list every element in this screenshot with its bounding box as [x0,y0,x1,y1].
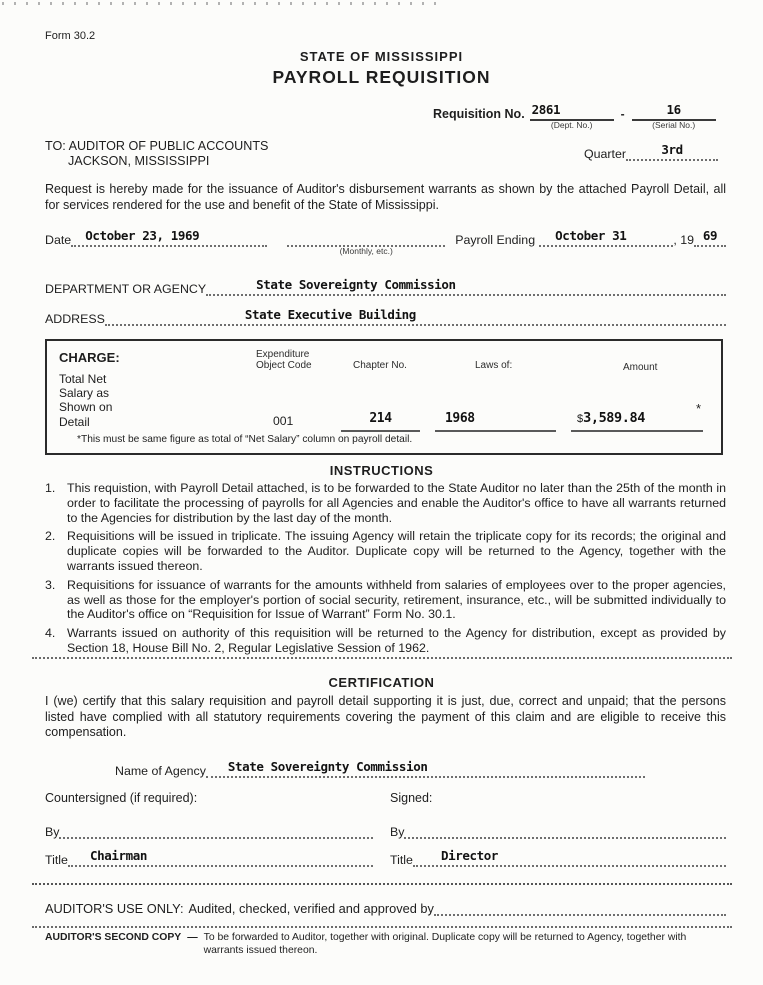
date-row [45,228,726,256]
charge-col-expenditure-line1: Expenditure [256,349,310,360]
charge-row-label-line4: Detail [59,414,90,429]
laws-of-field [435,409,556,432]
instruction-item-4 [45,626,726,656]
laws-of-value: 1968 [445,411,475,426]
instruction-number-1: 1. [45,481,56,495]
charge-box [45,339,723,455]
date-value: October 23, 1969 [85,228,200,243]
address-row [45,307,726,326]
charge-row-label-line1: Total Net [59,372,107,386]
page-title: PAYROLL REQUISITION [272,67,491,87]
instruction-number-3: 3. [45,577,56,592]
quarter-value: 3rd [661,142,683,157]
instruction-text-3: Requisitions for issuance of warrants for the amounts withheld from salaries of employees over to the proper agencies, as well as those for the employer's portion of social security, retirement, insurance, etc., will be submitted individually to the Auditor's office on “Requisition for Issue of Warrant” Form No. 30.1. [67,577,726,622]
quarter-field [626,141,718,161]
year-prefix: , 19 [673,233,694,247]
requisition-dept-no-value: 2861 [531,102,561,117]
date-field [71,227,267,247]
auditor-use-row [45,898,726,916]
quarter-row [584,143,718,161]
chapter-no-value: 214 [369,411,392,426]
monthly-field [287,227,445,256]
addressee-block [45,139,268,169]
charge-row-label-line2: Salary as [59,386,110,401]
department-value: State Sovereignty Commission [256,277,456,292]
year-value: 69 [702,228,718,243]
department-row [45,277,726,296]
instruction-number-4: 4. [45,626,56,641]
charge-col-expenditure-line2: Object Code [256,360,312,371]
countersigned-by-field [59,837,373,839]
footer-dash: — [187,932,198,943]
auditor-use-label: AUDITOR'S USE ONLY: [45,901,184,916]
signed-title-row [390,849,726,867]
amount-field [571,409,703,432]
requisition-number-dash: - [620,107,625,121]
countersigned-title-value: Chairman [89,848,147,863]
charge-col-laws: Laws of: [475,360,513,371]
scan-tick-marks [2,2,444,5]
address-label: ADDRESS [45,312,105,326]
charge-col-amount: Amount [623,362,658,373]
instructions-list [45,481,726,660]
signed-label: Signed: [390,791,433,805]
department-field [206,276,726,296]
chapter-no-field [341,409,420,432]
instruction-text-2: Requisitions will be issued in triplicate. The issuing Agency will retain the triplicate copy for its records; the original and duplicate copies will be forwarded to the Auditor. Duplicate copy will be returned to the Agency, together with the warrants issued thereon. [67,529,726,573]
auditor-use-text: Audited, checked, verified and approved by [188,901,434,916]
amount-value: 3,589.84 [583,410,645,426]
date-label: Date [45,233,72,247]
separator-line-1 [32,657,732,659]
charge-col-chapter: Chapter No. [353,360,407,371]
countersigned-title-label: Title [45,853,68,867]
signed-title-field [413,847,726,867]
footer-text: To be forwarded to Auditor, together with original. Duplicate copy will be returned to Agency, together with warrants issued thereon. [203,932,687,956]
dept-no-caption: (Dept. No.) [550,120,593,130]
requisition-number-label: Requisition No. [433,107,525,121]
signed-title-label: Title [390,853,413,867]
certification-heading: CERTIFICATION [328,675,435,690]
signed-title-value: Director [440,848,498,863]
requisition-serial-no-value: 16 [666,102,681,117]
addressee-line2: JACKSON, MISSISSIPPI [68,154,210,168]
auditor-approved-by-field [434,914,726,916]
state-title: STATE OF MISSISSIPPI [299,49,464,64]
agency-name-label: Name of Agency [115,764,206,778]
instruction-item-3 [45,578,726,622]
instruction-text-1: This requistion, with Payroll Detail attached, is to be forwarded to the State Auditor no later than the 25th of the month in order to facilitate the processing of payrolls for all Agencies and enable the Auditor's office to have all warrants returned to the Agencies for distribution by the last day of the month. [67,481,726,525]
signed-by-field [404,837,726,839]
signed-by-row [390,822,726,839]
instructions-heading: INSTRUCTIONS [329,463,434,478]
monthly-caption: (Monthly, etc.) [339,246,393,256]
charge-row-label-line3: Shown on [59,400,113,415]
amount-asterisk: * [696,401,702,416]
address-field [105,306,726,326]
payroll-ending-label: Payroll Ending [455,233,536,247]
footer-note [45,932,726,957]
charge-row-label [59,372,112,429]
charge-footnote: *This must be same figure as total of “Net Salary” column on payroll detail. [77,434,413,445]
separator-line-3 [32,926,732,928]
instruction-number-2: 2. [45,529,56,544]
countersigned-title-row [45,849,373,867]
requisition-dept-no-field [530,101,614,130]
footer-label: AUDITOR'S SECOND COPY [45,932,182,943]
requisition-number-row [433,101,716,130]
agency-name-row [115,759,645,778]
year-field [694,227,726,247]
agency-name-value: State Sovereignty Commission [227,759,428,774]
instruction-text-4: Warrants issued on authority of this requisition will be returned to the Agency for distribution, except as provided by Section 18, House Bill No. 2, Regular Legislative Session of 1962. [67,626,726,655]
instruction-item-2 [45,529,726,573]
certification-paragraph: I (we) certify that this salary requisition and payroll detail supporting it is just, due, correct and unpaid; that the persons listed have complied with all statutory requirements covering the payment of this claim and are eligible to receive this compensation. [45,694,726,739]
form-number: Form 30.2 [45,30,96,42]
charge-col-expenditure [256,349,312,371]
payroll-ending-value: October 31 [555,228,627,243]
agency-name-field [206,758,645,778]
countersigned-title-field [68,847,373,867]
separator-line-2 [32,883,732,885]
addressee-line1: TO: AUDITOR OF PUBLIC ACCOUNTS [45,139,269,153]
countersigned-label: Countersigned (if required): [45,791,198,805]
request-paragraph: Request is hereby made for the issuance of Auditor's disbursement warrants as shown by the attached Payroll Detail, all for services rendered for the use and benefit of the State of Mississippi. [45,182,726,212]
signed-by-label: By [390,825,405,839]
countersigned-by-label: By [45,825,60,839]
address-value: State Executive Building [244,307,416,322]
expenditure-object-code-value: 001 [273,414,294,428]
quarter-label: Quarter [584,147,627,161]
instruction-item-1 [45,481,726,525]
amount-dollar-sign: $ [577,413,584,425]
serial-no-caption: (Serial No.) [652,120,696,130]
requisition-serial-no-field [632,101,716,130]
payroll-ending-field [539,227,673,247]
countersigned-by-row [45,822,373,839]
department-label: DEPARTMENT OR AGENCY [45,282,207,296]
charge-title: CHARGE: [59,350,120,365]
